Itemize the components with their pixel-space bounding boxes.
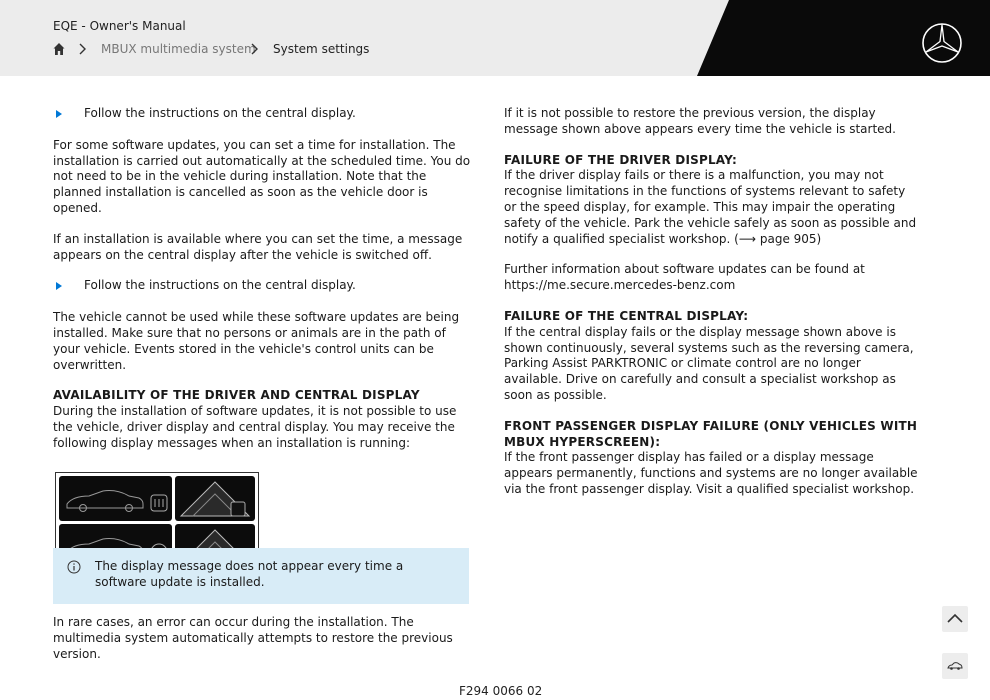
home-icon[interactable]	[53, 42, 65, 56]
driver-display-failure-section	[504, 153, 920, 248]
central-display-failure-section	[504, 309, 920, 404]
section-text: If the front passenger display has failed or a display message appears permanently, functions and systems are no longer available via the front passenger display. Visit a qualified specialist workshop.	[504, 450, 918, 496]
paragraph: The vehicle cannot be used while these software updates are being installed. Make sure that no persons or animals are in the path of your vehicle. Events stored in the vehicle's control units can be overwritten.	[53, 310, 460, 372]
section-heading: FRONT PASSENGER DISPLAY FAILURE (ONLY VEHICLES WITH MBUX HYPERSCREEN):	[504, 418, 918, 449]
info-note	[53, 548, 469, 604]
car-icon	[947, 661, 963, 671]
paragraph: In rare cases, an error can occur during the installation. The multimedia system automatically attempts to restore the previous version.	[53, 615, 453, 661]
chevron-right-icon	[77, 43, 87, 55]
right-column	[504, 106, 920, 498]
step-arrow-icon	[56, 110, 62, 118]
mercedes-star-logo	[921, 22, 963, 64]
chevron-right-icon	[249, 43, 259, 55]
section-text: During the installation of software updates, it is not possible to use the vehicle, driver display and central display. You may receive the following display messages when an installation is running:	[53, 404, 457, 450]
paragraph: If it is not possible to restore the previous version, the display message shown above appears every time the vehicle is started.	[504, 106, 896, 136]
note-text: The display message does not appear every time a software update is installed.	[95, 559, 404, 589]
chevron-up-icon	[947, 612, 963, 624]
paragraph: If an installation is available where you can set the time, a message appears on the central display after the vehicle is switched off.	[53, 231, 463, 262]
driver-display-panel	[59, 476, 172, 521]
manual-title: EQE - Owner's Manual	[53, 19, 186, 33]
info-icon	[67, 560, 81, 574]
paragraph: Further information about software updates can be found at https://me.secure.mercedes-benz.com	[504, 262, 865, 293]
instruction-step	[53, 278, 471, 294]
left-column-final	[53, 615, 471, 677]
section-heading: FAILURE OF THE DRIVER DISPLAY:	[504, 152, 737, 167]
left-column	[53, 106, 471, 574]
section-text: If the central display fails or the display message shown above is shown continuously, several systems such as the reversing camera, Parking Assist PARKTRONIC or climate control are no longer available. Drive on carefully and consult a specialist workshop as soon as possible.	[504, 324, 914, 402]
instruction-step	[53, 106, 471, 122]
availability-section	[53, 388, 471, 451]
step-text: Follow the instructions on the central display.	[84, 106, 356, 120]
figure-id: F294 0066 02	[459, 684, 543, 698]
paragraph: For some software updates, you can set a time for installation. The installation is carried out automatically at the scheduled time. You do not need to be in the vehicle during installation. Note that the planned installation is cancelled as soon as the vehicle door is opened.	[53, 137, 471, 215]
section-heading: AVAILABILITY OF THE DRIVER AND CENTRAL DISPLAY	[53, 388, 420, 403]
scroll-to-top-button[interactable]	[942, 606, 968, 632]
breadcrumb-current: System settings	[273, 42, 370, 56]
page-header	[0, 0, 990, 76]
vehicle-view-button[interactable]	[942, 653, 968, 679]
central-display-panel	[175, 476, 255, 521]
step-arrow-icon	[56, 282, 62, 290]
section-text: If the driver display fails or there is a malfunction, you may not recognise limitations in the functions of systems relevant to safety or the speed display, for example. This may impair the operating safety of the vehicle. Park the vehicle safely as soon as possible and notify a qualified specialist workshop. (⟶ page 905)	[504, 168, 917, 246]
breadcrumb-parent-link[interactable]: MBUX multimedia system	[101, 42, 256, 56]
section-heading: FAILURE OF THE CENTRAL DISPLAY:	[504, 308, 749, 323]
passenger-display-failure-section	[504, 419, 920, 498]
step-text: Follow the instructions on the central display.	[84, 278, 356, 293]
